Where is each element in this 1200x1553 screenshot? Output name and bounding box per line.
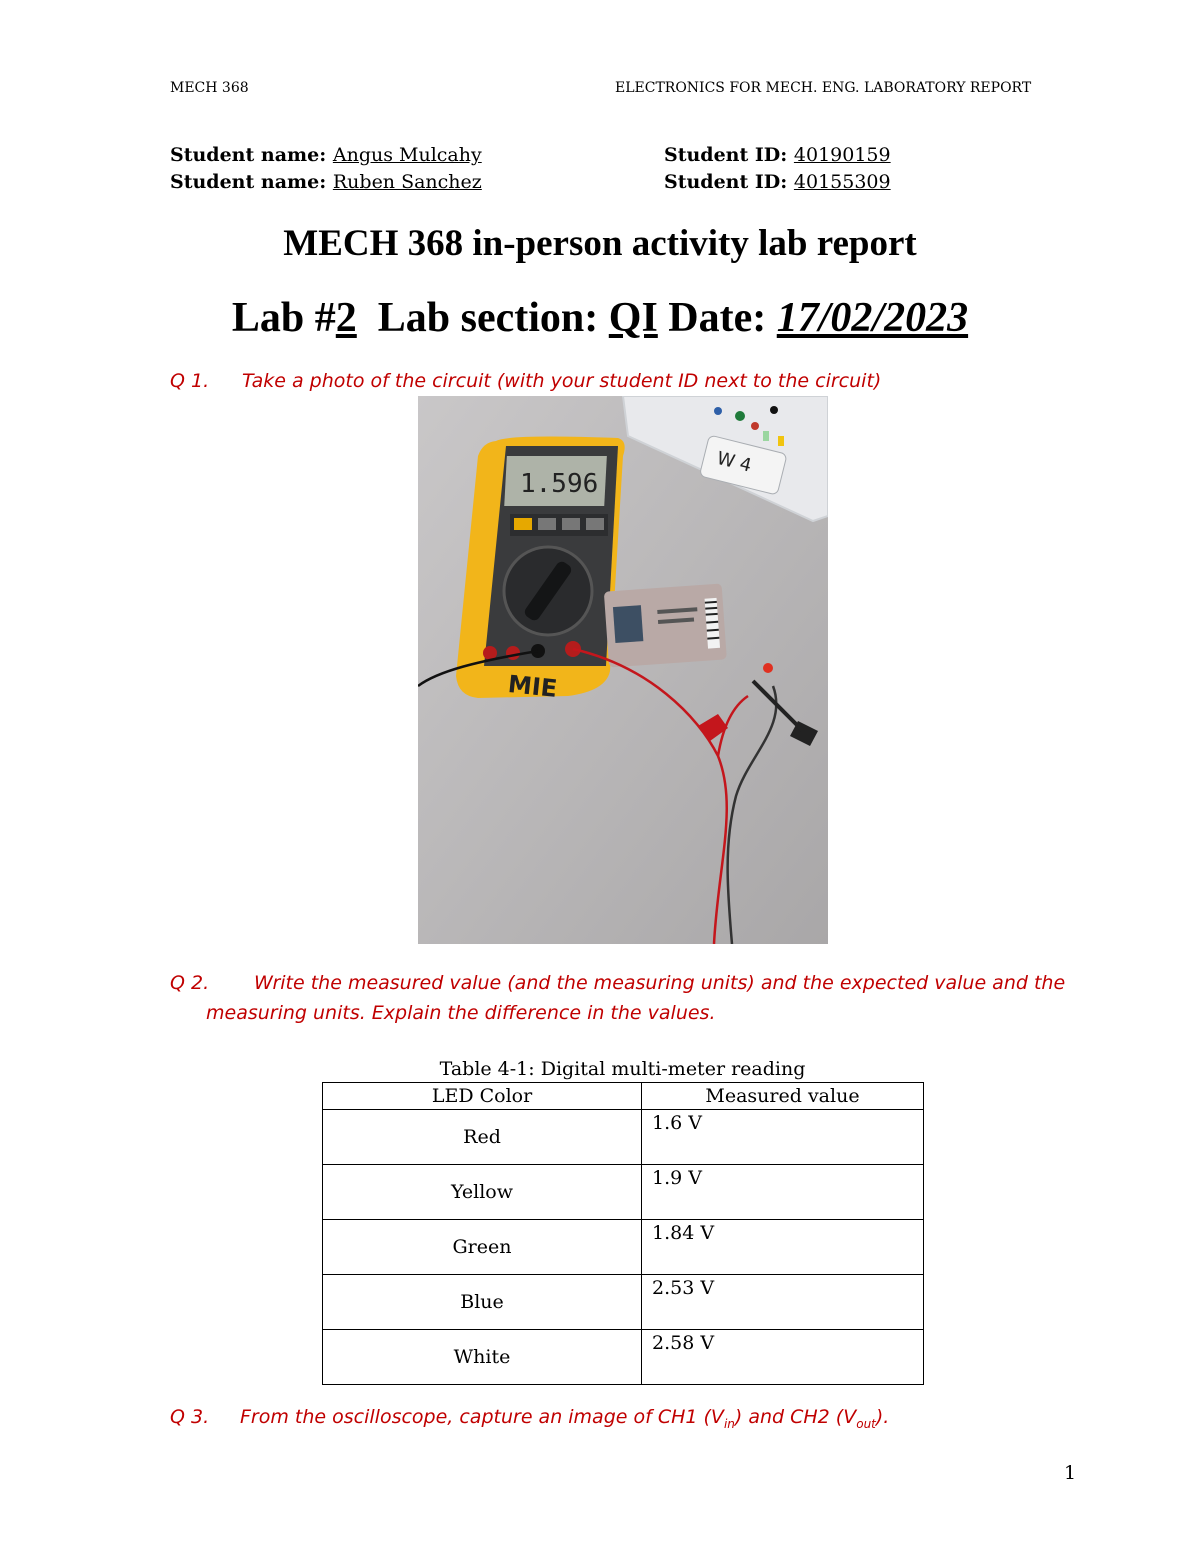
meter-label: MIE xyxy=(506,669,559,703)
student-id-card xyxy=(604,583,727,667)
question-text xyxy=(240,1406,889,1431)
question-text-line-1: Write the measured value (and the measuring units) and the expected value and the xyxy=(254,972,1066,994)
table-row xyxy=(323,1165,924,1220)
student-name-label: Student name: xyxy=(170,144,327,166)
student-id: 40190159 xyxy=(793,144,891,166)
table-row xyxy=(323,1110,924,1165)
question-text-part: ) and CH2 (V xyxy=(734,1406,857,1428)
led-color-cell: Yellow xyxy=(323,1165,642,1220)
subscript-out: out xyxy=(856,1416,876,1431)
column-header-led-color: LED Color xyxy=(323,1083,642,1110)
meter-display-reading: 1.596 xyxy=(520,469,599,499)
question-number: Q 1. xyxy=(170,370,210,392)
measured-value-cell: 2.58 V xyxy=(642,1330,924,1385)
led-color-cell: White xyxy=(323,1330,642,1385)
lab-number: 2 xyxy=(335,295,357,341)
header-report-title: ELECTRONICS FOR MECH. ENG. LABORATORY REPORT xyxy=(615,80,1032,96)
table-row xyxy=(323,1275,924,1330)
question-text-line-2: measuring units. Explain the difference in the values. xyxy=(206,1002,716,1024)
question-number: Q 3. xyxy=(170,1406,210,1428)
question-number: Q 2. xyxy=(170,972,210,994)
student-id-label: Student ID: xyxy=(664,171,788,193)
table-header-row xyxy=(323,1083,924,1110)
measured-value-cell: 1.9 V xyxy=(642,1165,924,1220)
measured-value-cell: 1.6 V xyxy=(642,1110,924,1165)
led-color-cell: Blue xyxy=(323,1275,642,1330)
table-caption: Table 4-1: Digital multi-meter reading xyxy=(439,1058,806,1080)
lab-section: QI xyxy=(608,295,658,341)
bin-label: W 4 xyxy=(714,447,754,477)
student-1-name-line xyxy=(170,144,482,166)
section-label: Lab section: xyxy=(377,295,599,341)
measured-value-cell: 2.53 V xyxy=(642,1275,924,1330)
table-row xyxy=(323,1330,924,1385)
column-header-measured-value: Measured value xyxy=(642,1083,924,1110)
question-text-part: ). xyxy=(875,1406,890,1428)
page-number: 1 xyxy=(1064,1462,1077,1484)
measured-value-cell: 1.84 V xyxy=(642,1220,924,1275)
header-course: MECH 368 xyxy=(170,80,249,96)
student-id-label: Student ID: xyxy=(664,144,788,166)
student-1-id-line xyxy=(664,144,891,166)
subscript-in: in xyxy=(723,1416,735,1431)
lab-label: Lab # xyxy=(231,295,336,341)
led-color-cell: Red xyxy=(323,1110,642,1165)
student-2-id-line xyxy=(664,171,891,193)
table-row xyxy=(323,1220,924,1275)
question-text-part: From the oscilloscope, capture an image of CH1 (V xyxy=(240,1406,724,1428)
led-color-cell: Green xyxy=(323,1220,642,1275)
lab-line xyxy=(0,294,1200,342)
lab-date: 17/02/2023 xyxy=(776,295,969,341)
led-reading-table xyxy=(322,1082,924,1385)
student-id: 40155309 xyxy=(793,171,891,193)
student-2-name-line xyxy=(170,171,482,193)
student-name: Ruben Sanchez xyxy=(332,171,482,193)
circuit-photo xyxy=(418,396,828,944)
date-label: Date: xyxy=(668,295,767,341)
student-name: Angus Mulcahy xyxy=(332,144,482,166)
student-name-label: Student name: xyxy=(170,171,327,193)
question-text: Take a photo of the circuit (with your student ID next to the circuit) xyxy=(242,370,882,392)
report-title: MECH 368 in-person activity lab report xyxy=(283,223,917,264)
